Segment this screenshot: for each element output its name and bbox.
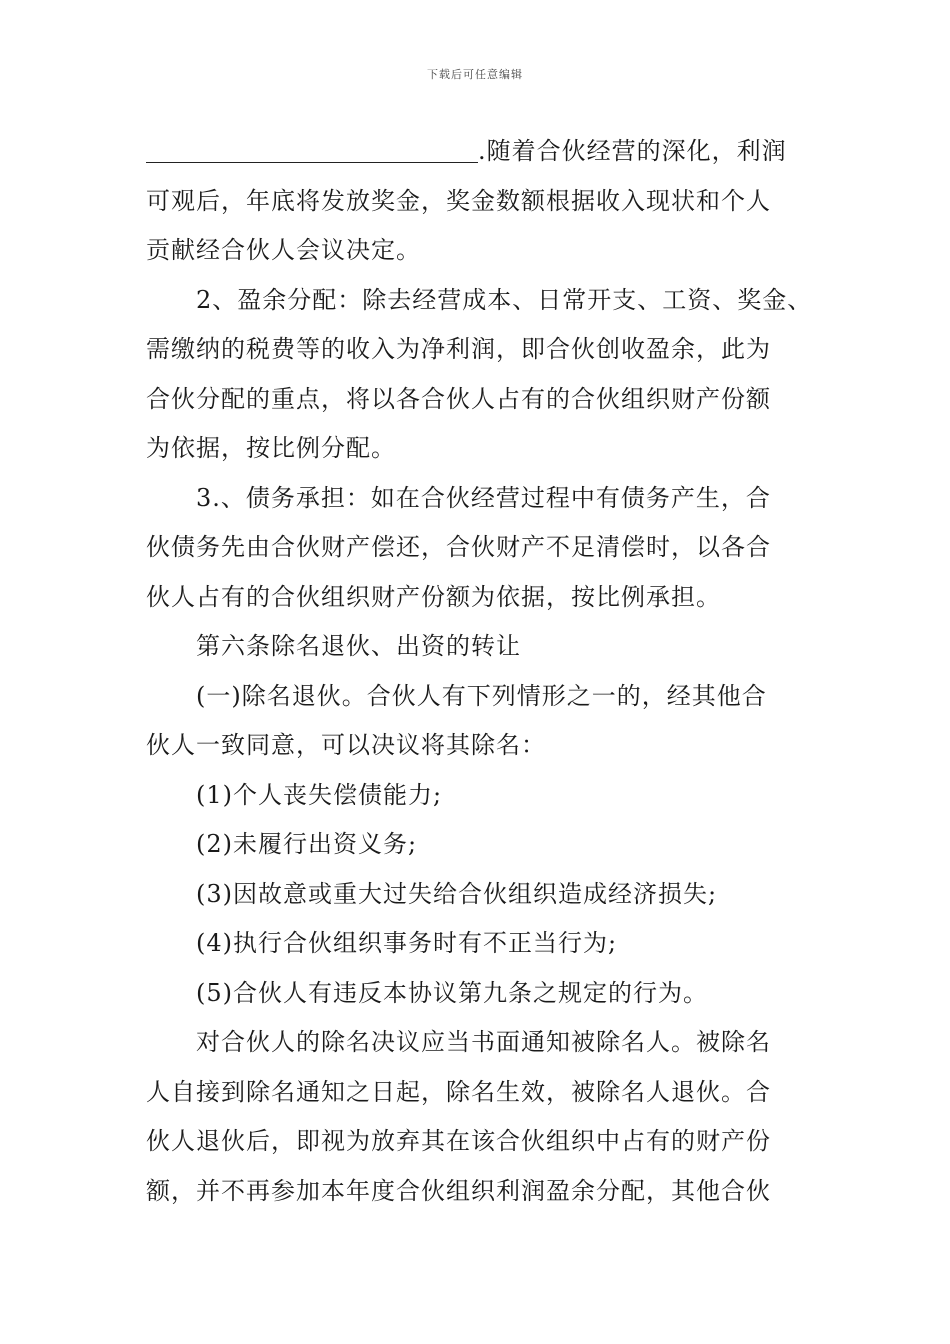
document-body — [146, 127, 826, 1216]
paragraph-line: 伙人一致同意，可以决议将其除名： — [146, 731, 546, 759]
paragraph-line: 对合伙人的除名决议应当书面通知被除名人。被除名 — [196, 1028, 771, 1056]
paragraph-line: 额，并不再参加本年度合伙组织利润盈余分配，其他合伙 — [146, 1176, 771, 1205]
list-item: (4)执行合伙组织事务时有不正当行为; — [196, 929, 618, 957]
section-heading: 第六条除名退伙、出资的转让 — [196, 632, 521, 660]
paragraph-line: 为依据，按比例分配。 — [146, 434, 396, 462]
paragraph-line: 可观后，年底将发放奖金，奖金数额根据收入现状和个人 — [146, 186, 771, 215]
paragraph-line: 需缴纳的税费等的收入为净利润，即合伙创收盈余，此为 — [146, 335, 771, 363]
paragraph-line: 人自接到除名通知之日起，除名生效，被除名人退伙。合 — [146, 1077, 771, 1106]
page-header: 下载后可任意编辑 — [427, 68, 523, 81]
paragraph-line: 3.、债务承担：如在合伙经营过程中有债务产生，合 — [196, 483, 771, 512]
paragraph-line: 伙债务先由合伙财产偿还，合伙财产不足清偿时，以各合 — [146, 533, 771, 561]
list-item: (5)合伙人有违反本协议第九条之规定的行为。 — [196, 978, 708, 1007]
paragraph-line: 贡献经合伙人会议决定。 — [146, 236, 421, 264]
paragraph-line: 合伙分配的重点，将以各合伙人占有的合伙组织财产份额 — [146, 384, 771, 413]
fill-in-blank — [146, 134, 478, 163]
paragraph-line: 伙人退伙后，即视为放弃其在该合伙组织中占有的财产份 — [146, 1127, 771, 1155]
paragraph-line: .随着合伙经营的深化，利润 — [146, 127, 826, 177]
paragraph-line: (一)除名退伙。合伙人有下列情形之一的，经其他合 — [196, 681, 767, 710]
list-item: (2)未履行出资义务; — [196, 830, 418, 858]
paragraph-line: 2、盈余分配：除去经营成本、日常开支、工资、奖金、 — [196, 285, 813, 314]
list-item: (3)因故意或重大过失给合伙组织造成经济损失; — [196, 879, 718, 908]
list-item: (1)个人丧失偿债能力; — [196, 780, 443, 809]
paragraph-line: 伙人占有的合伙组织财产份额为依据，按比例承担。 — [146, 582, 721, 611]
